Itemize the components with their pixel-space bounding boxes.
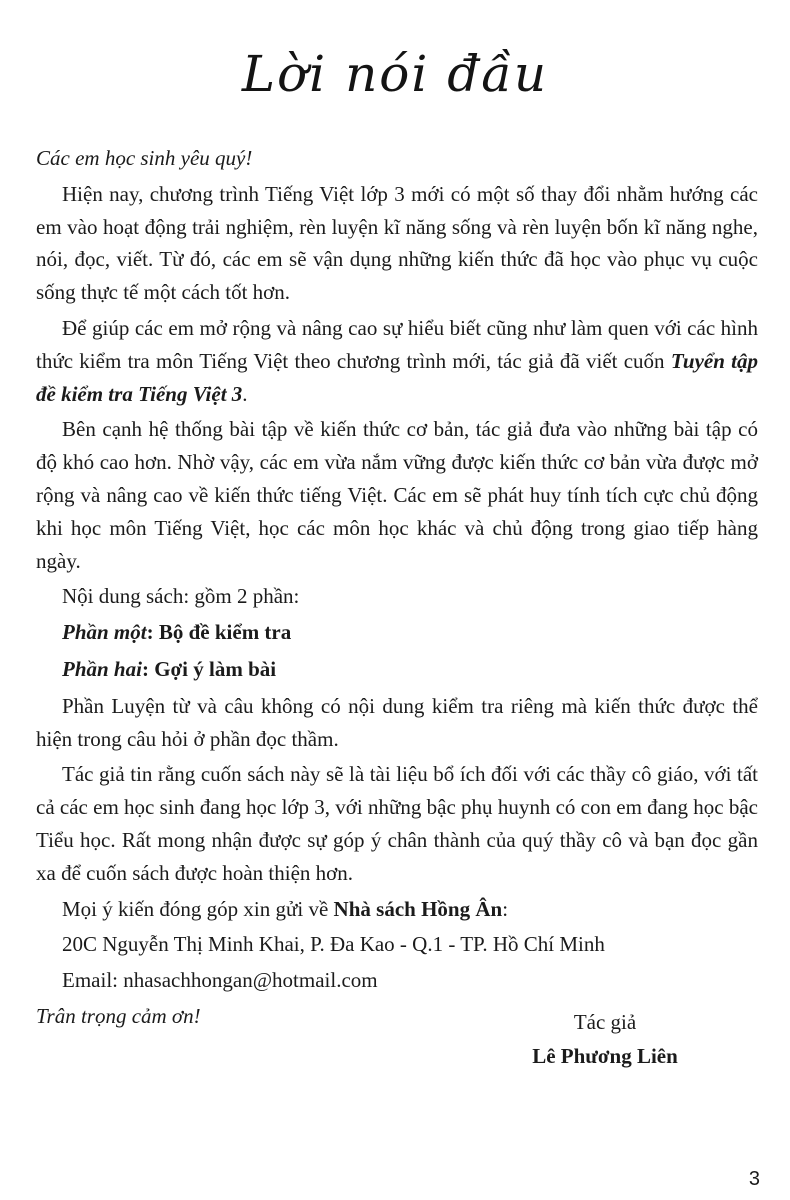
part-one-label: Phần một <box>62 620 147 645</box>
part-one-text: : Bộ đề kiểm tra <box>146 620 292 645</box>
part-two-text: : Gợi ý làm bài <box>141 656 277 681</box>
page-number: 3 <box>748 1168 760 1190</box>
paragraph-vocabulary: Phần Luyện từ và câu không có nội dung kiểm tra riêng mà kiến thức được thể hiện trong câu hỏi ở phần đọc thầm. <box>36 693 758 751</box>
part-two <box>36 653 758 686</box>
publisher-name: Nhà sách Hồng Ân <box>333 896 503 921</box>
contents-intro: Nội dung sách: gồm 2 phần: <box>62 584 300 609</box>
paragraph-purpose <box>36 312 758 410</box>
address: 20C Nguyễn Thị Minh Khai, P. Đa Kao - Q.1 - TP. Hồ Chí Minh <box>62 932 605 957</box>
part-two-label: Phần hai <box>62 656 142 681</box>
feedback-intro: Mọi ý kiến đóng góp xin gửi về <box>62 896 334 921</box>
author-label: Tác giả <box>573 1010 637 1034</box>
part-one <box>36 616 758 649</box>
paragraph-exercises: Bên cạnh hệ thống bài tập về kiến thức cơ bản, tác giả đưa vào những bài tập có độ khó cao hơn. Nhờ vậy, các em vừa nắm vững được kiến thức cơ bản vừa được mở rộng và nâng cao về kiến thức tiếng Việt. Các em sẽ phát huy tính tích cực chủ động khi học môn Tiếng Việt, học các môn học khác và chủ động trong giao tiếp hàng ngày. <box>36 417 758 573</box>
feedback-colon: : <box>502 896 509 921</box>
paragraph-purpose-end: . <box>242 381 248 406</box>
preface-body <box>36 142 758 1036</box>
paragraph-intro: Hiện nay, chương trình Tiếng Việt lớp 3 mới có một số thay đổi nhằm hướng các em vào hoạt động trải nghiệm, rèn luyện kĩ năng sống và rèn luyện bốn kĩ năng nghe, nói, đọc, viết. Từ đó, các em sẽ vận dụng những kiến thức đã học vào phục vụ cuộc sống thực tế một cách tốt hơn. <box>36 181 758 305</box>
paragraph-purpose-text: Để giúp các em mở rộng và nâng cao sự hiểu biết cũng như làm quen với các hình thức kiểm tra môn Tiếng Việt theo chương trình mới, tác giả đã viết cuốn <box>36 315 758 373</box>
greeting: Các em học sinh yêu quý! <box>36 146 253 170</box>
email: Email: nhasachhongan@hotmail.com <box>62 968 378 993</box>
book-title: Tuyển tập đề kiểm tra Tiếng Việt 3 <box>36 348 758 406</box>
thanks: Trân trọng cảm ơn! <box>36 1003 201 1028</box>
paragraph-hope: Tác giả tin rằng cuốn sách này sẽ là tài liệu bổ ích đối với các thầy cô giáo, với tất cả các em học sinh đang học lớp 3, với những bậc phụ huynh có con em đang học bậc Tiểu học. Rất mong nhận được sự góp ý chân thành của quý thầy cô và bạn đọc gần xa để cuốn sách được hoàn thiện hơn. <box>36 762 758 885</box>
feedback-line <box>36 893 758 926</box>
author-name: Lê Phương Liên <box>532 1044 678 1068</box>
page-title: Lời nói đầu <box>241 45 549 103</box>
